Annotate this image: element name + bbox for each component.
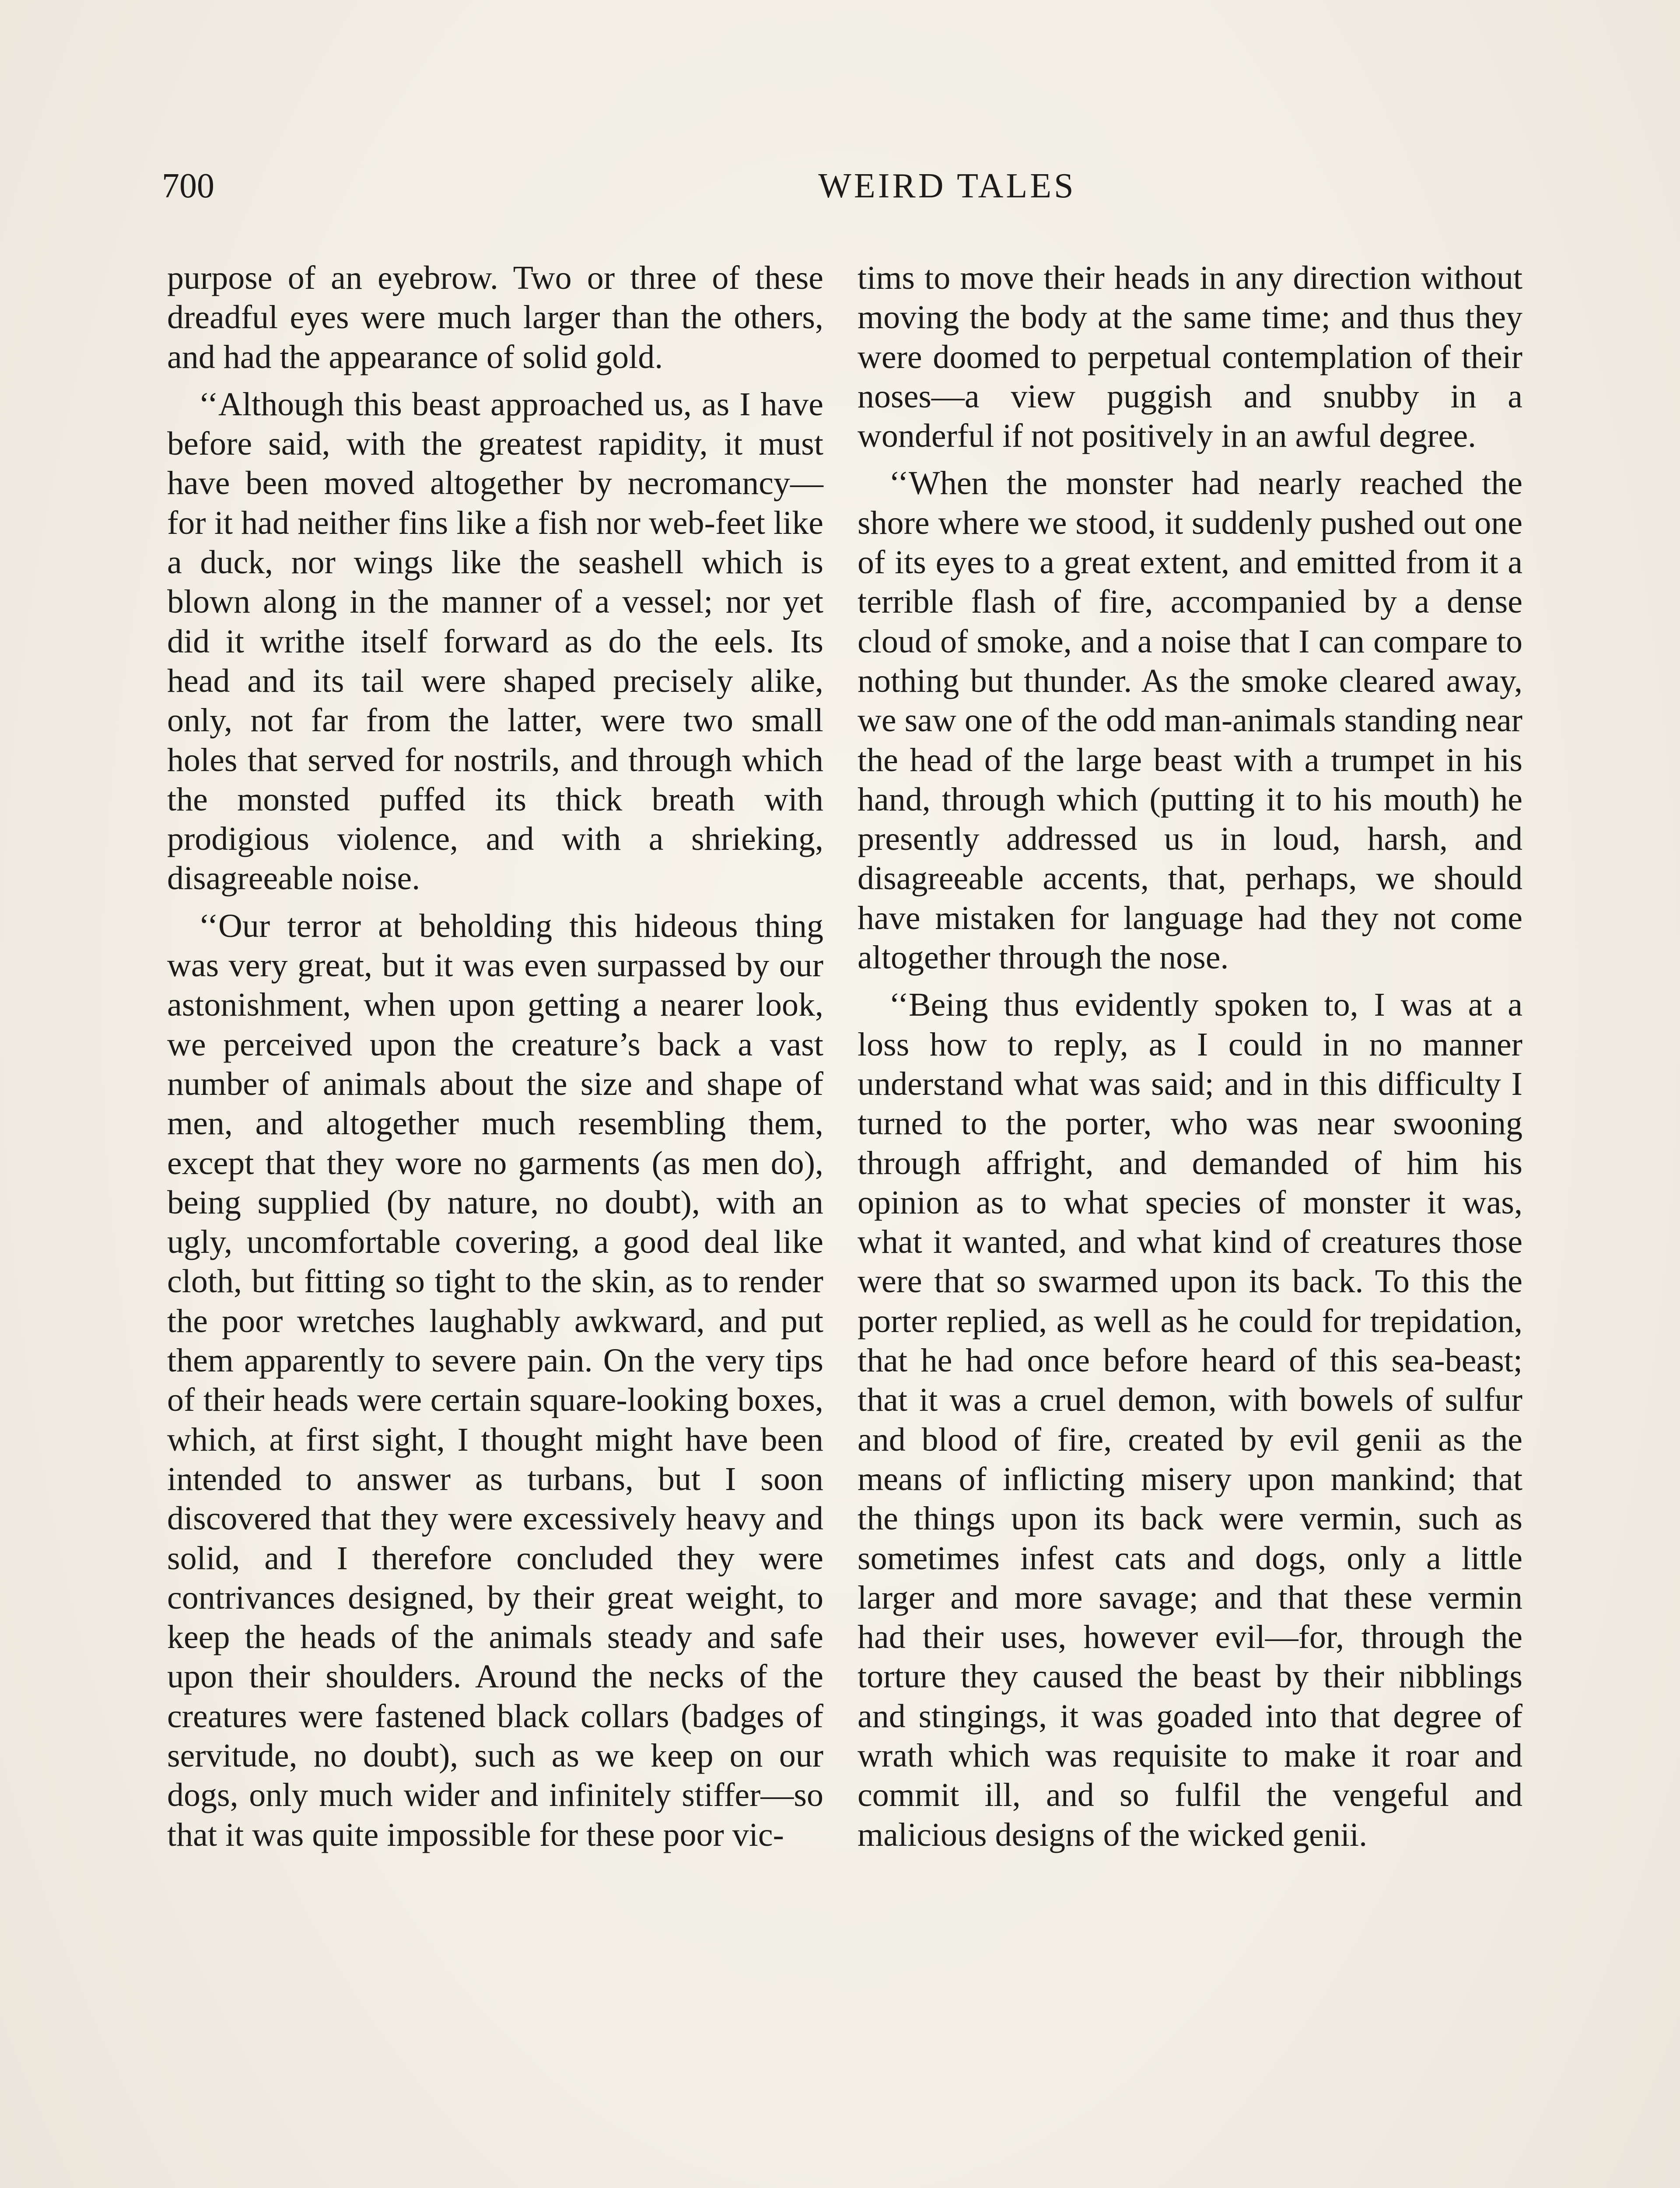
- paragraph: ‘‘When the monster had nearly reached the shore where we stood, it suddenly pushed out one of its eyes to a great extent, and emitted from it a terrible flash of fire, accompanied by a dense cloud of smoke, and a noise that I can compare to nothing but thunder. As the smoke cleared away, we saw one of the odd man-animals standing near the head of the large beast with a trumpet in his hand, through which (putting it to his mouth) he presently addressed us in loud, harsh, and disagreeable accents, that, perhaps, we should have mistaken for language had they not come altogether through the nose.: [858, 465, 1522, 976]
- page-number: 700: [162, 167, 214, 205]
- paragraph: purpose of an eyebrow. Two or three of these dreadful eyes were much larger than the others, and had the appearance of solid gold.: [167, 259, 823, 375]
- page-header: [162, 162, 1518, 210]
- paragraph: ‘‘Being thus evidently spoken to, I was at a loss how to reply, as I could in no manner understand what was said; and in this difficulty I turned to the porter, who was near swooning through affright, and demanded of him his opinion as to what species of monster it was, what it wanted, and what kind of creatures those were that so swarmed upon its back. To this the porter replied, as well as he could for trepidation, that he had once before heard of this sea-beast; that it was a cruel demon, with bowels of sulfur and blood of fire, created by evil genii as the means of inflicting misery upon mankind; that the things upon its back were vermin, such as sometimes infest cats and dogs, only a little larger and more savage; and that these vermin had their uses, however evil—for, through the torture they caused the beast by their nibblings and stingings, it was goaded into that degree of wrath which was requisite to make it roar and commit ill, and so fulfil the vengeful and malicious designs of the wicked genii.: [858, 986, 1522, 1853]
- paragraph: tims to move their heads in any direction without moving the body at the same time; and thus they were doomed to perpetual contemplation of their noses—a view puggish and snubby in a wonderful if not positively in an awful degree.: [858, 259, 1522, 455]
- paragraph: ‘‘Our terror at beholding this hideous thing was very great, but it was even surpassed by our astonishment, when upon getting a nearer look, we perceived upon the creature’s back a vast number of animals about the size and shape of men, and altogether much resembling them, except that they wore no garments (as men do), being supplied (by nature, no doubt), with an ugly, uncomfortable covering, a good deal like cloth, but fitting so tight to the skin, as to render the poor wretches laughably awkward, and put them apparently to severe pain. On the very tips of their heads were certain square-looking boxes, which, at first sight, I thought might have been intended to answer as turbans, but I soon discovered that they were excessively heavy and solid, and I therefore concluded they were contrivances designed, by their great weight, to keep the heads of the animals steady and safe upon their shoulders. Around the necks of the creatures were fastened black collars (badges of servitude, no doubt), such as we keep on our dogs, only much wider and infinitely stiffer—so that it was quite impossible for these poor vic-: [167, 907, 823, 1853]
- right-column: [858, 258, 1522, 1855]
- running-title: WEIRD TALES: [818, 167, 1076, 205]
- left-column: [167, 258, 823, 1855]
- paragraph: ‘‘Although this beast approached us, as I have before said, with the greatest rapidity, it must have been moved altogether by necromancy—for it had neither fins like a fish nor web-feet like a duck, nor wings like the seashell which is blown along in the manner of a vessel; nor yet did it writhe itself forward as do the eels. Its head and its tail were shaped precisely alike, only, not far from the latter, were two small holes that served for nostrils, and through which the monsted puffed its thick breath with prodigious violence, and with a shrieking, disagreeable noise.: [167, 386, 823, 897]
